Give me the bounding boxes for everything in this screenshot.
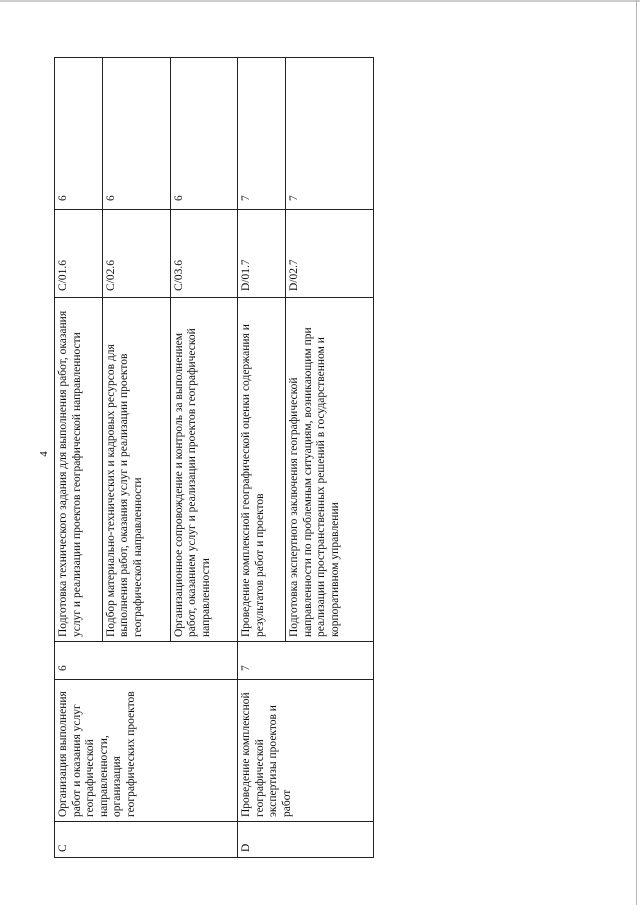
function-code-cell: C/02.6	[102, 210, 170, 298]
group-name-cell: Организация выполнения работ и оказания услуг географической направленности, организация географических проектов	[55, 680, 238, 822]
group-level-cell: 6	[55, 642, 238, 680]
function-code-cell: D/01.7	[238, 210, 286, 298]
function-code-cell: C/03.6	[170, 210, 238, 298]
table-row	[55, 58, 103, 858]
group-level-cell: 7	[238, 642, 374, 680]
function-name-cell: Подбор материально-технических и кадровых ресурсов для выполнения работ, оказания услуг и реализации проектов географической направленности	[102, 298, 170, 642]
function-level-cell: 6	[55, 58, 103, 210]
function-code-cell: C/01.6	[55, 210, 103, 298]
function-level-cell: 7	[238, 58, 286, 210]
function-name-cell: Подготовка технического задания для выполнения работ, оказания услуг и реализации проектов географической направленности	[55, 298, 103, 642]
function-level-cell: 6	[102, 58, 170, 210]
group-code-cell: D	[238, 822, 374, 858]
page-number: 4	[38, 451, 50, 457]
function-name-cell: Проведение комплексной географической оценки содержания и результатов работ и проектов	[238, 298, 286, 642]
function-name-cell: Организационное сопровождение и контроль за выполнением работ, оказанием услуг и реализации проектов географической направленности	[170, 298, 238, 642]
group-name-cell: Проведение комплексной географической экспертизы проектов и работ	[238, 680, 374, 822]
rotated-table-container	[54, 58, 374, 858]
function-name-cell: Подготовка экспертного заключения географической направленности по проблемным ситуациям, возникающим при реализации пространственных решений в государственном и корпоративном управлении	[286, 298, 374, 642]
group-code-cell: C	[55, 822, 238, 858]
function-code-cell: D/02.7	[286, 210, 374, 298]
function-level-cell: 6	[170, 58, 238, 210]
table-row	[238, 58, 286, 858]
scan-edge-right	[636, 0, 637, 905]
scan-edge-top	[0, 0, 640, 2]
generalized-functions-table	[54, 57, 374, 858]
function-level-cell: 7	[286, 58, 374, 210]
